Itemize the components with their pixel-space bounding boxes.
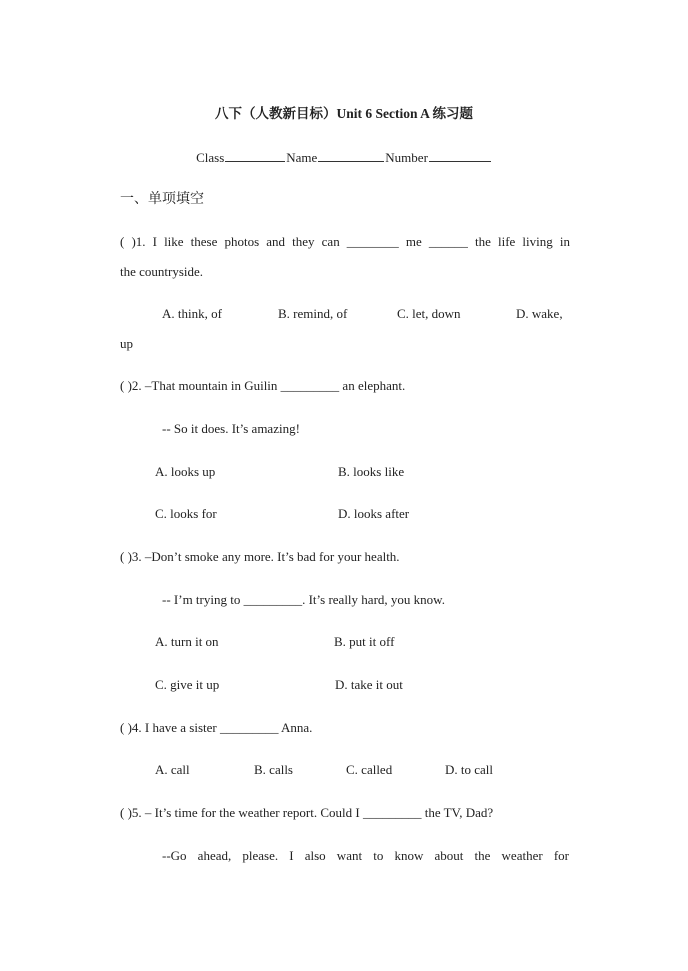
question-2-option-c[interactable]: C. looks for — [155, 506, 217, 521]
class-blank[interactable] — [225, 149, 285, 162]
question-4-option-a[interactable]: A. call — [155, 762, 190, 777]
question-4-option-c[interactable]: C. called — [346, 762, 393, 777]
question-3-option-a[interactable]: A. turn it on — [155, 634, 219, 649]
question-4-option-b[interactable]: B. calls — [254, 762, 293, 777]
question-3-option-c[interactable]: C. give it up — [155, 677, 220, 692]
question-3-line-1: ( )3. –Don’t smoke any more. It’s bad for your health. — [120, 549, 400, 564]
student-info-line — [0, 149, 688, 166]
question-4-option-d[interactable]: D. to call — [445, 762, 494, 777]
question-5-line-1: ( )5. – It’s time for the weather report. Could I _________ the TV, Dad? — [120, 805, 494, 820]
question-2-line-1: ( )2. –That mountain in Guilin _________ an elephant. — [120, 378, 406, 393]
question-1-option-a[interactable]: A. think, of — [162, 306, 222, 321]
question-1-option-d[interactable]: D. wake, — [516, 306, 563, 321]
question-2-option-d[interactable]: D. looks after — [338, 506, 410, 521]
question-1-option-b[interactable]: B. remind, of — [278, 306, 348, 321]
question-1-option-c[interactable]: C. let, down — [397, 306, 461, 321]
question-2-option-b[interactable]: B. looks like — [338, 464, 405, 479]
name-blank[interactable] — [318, 149, 384, 162]
question-4-line-1: ( )4. I have a sister _________ Anna. — [120, 720, 313, 735]
class-label: Class — [196, 150, 225, 165]
page-title: 八下（人教新目标）Unit 6 Section A 练习题 — [214, 106, 473, 121]
question-1-line-2: the countryside. — [120, 264, 204, 279]
question-3-option-d[interactable]: D. take it out — [335, 677, 403, 692]
number-label: Number — [385, 150, 428, 165]
section-heading: 一、单项填空 — [120, 192, 204, 207]
question-2-reply: -- So it does. It’s amazing! — [162, 421, 300, 436]
number-blank[interactable] — [429, 149, 491, 162]
question-2-option-a[interactable]: A. looks up — [155, 464, 216, 479]
question-3-option-b[interactable]: B. put it off — [334, 634, 395, 649]
question-1-option-d-continued: up — [120, 336, 133, 351]
question-3-reply: -- I’m trying to _________. It’s really hard, you know. — [162, 592, 445, 607]
question-1-line-1: ( )1. I like these photos and they can ________ me ______ the life living in — [120, 234, 570, 249]
question-5-reply: --Go ahead, please. I also want to know about the weather for — [162, 848, 569, 863]
name-label: Name — [286, 150, 318, 165]
